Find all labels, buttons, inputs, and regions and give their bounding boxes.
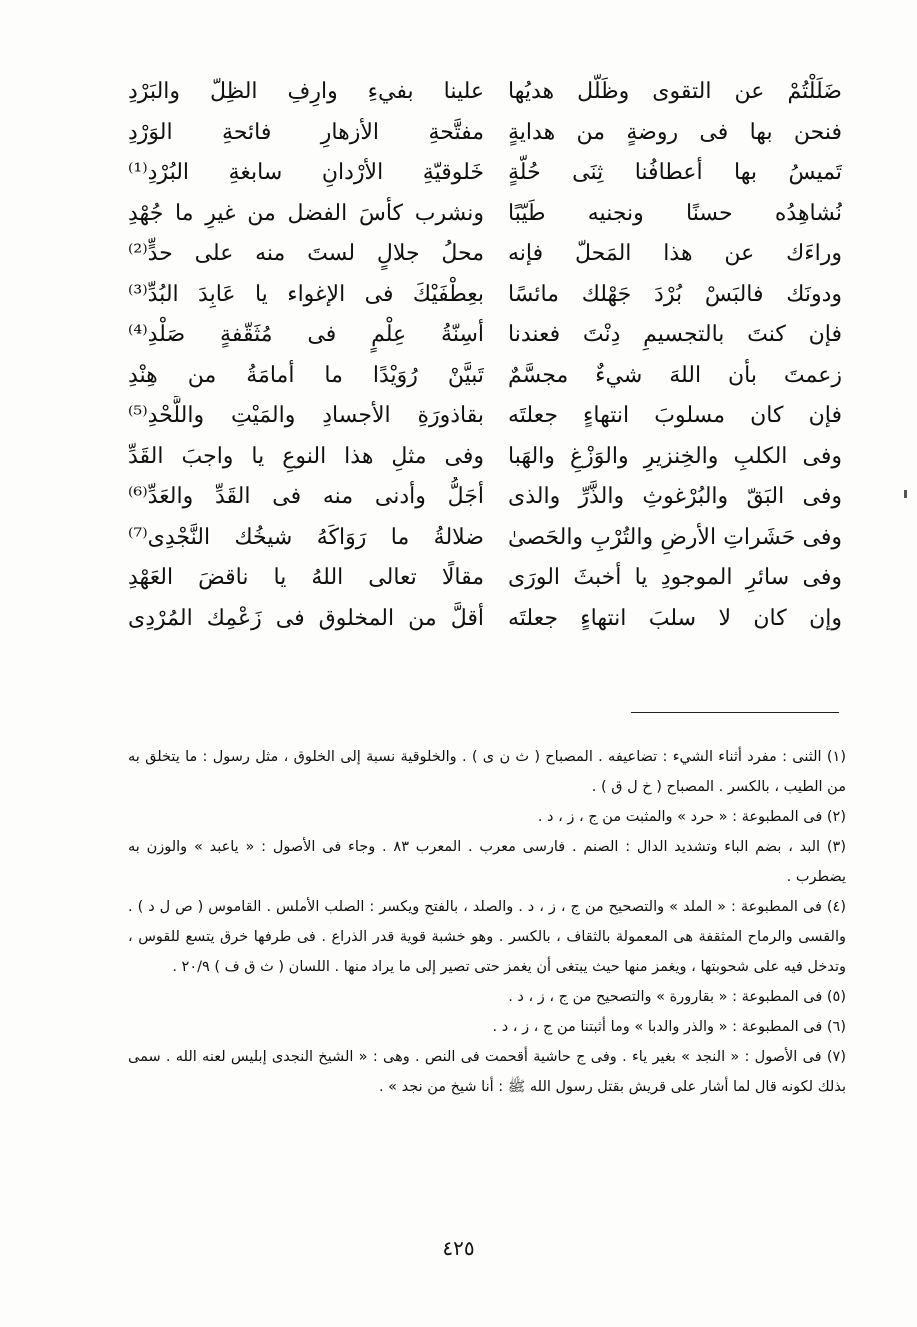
first-hemistich: نُشاهِدُه حسنًا ونجنيه طَيّبًا xyxy=(508,200,842,226)
first-hemistich: وفى سائرِ الموجودِ يا أخبثَ الورَى xyxy=(508,565,842,590)
poem xyxy=(128,72,842,639)
first-hemistich: فإن كنتَ بالتجسيمِ دِنْتَ فعندنا xyxy=(508,322,842,347)
footnote: (٥) فى المطبوعة : « بقارورة » والتصحيح من ج ، ز ، د . xyxy=(508,989,846,1005)
first-hemistich: وراءَك عن هذا المَحلّ فإنه xyxy=(508,241,842,266)
first-hemistich: وفى البَقّ والبُرْغوثِ والذَّرِّ والذى xyxy=(508,484,842,509)
footnote: (٦) فى المطبوعة : « والذر والدبا » وما أثبتنا من ج ، ز ، د . xyxy=(492,1019,846,1035)
second-hemistich: ضلالةُ ما رَوَاكَهُ شيخُك النَّجْدِى⁽⁷⁾ xyxy=(128,524,484,550)
first-hemistich: زعمتَ بأن اللهَ شيءٌ مجسَّمٌ xyxy=(508,362,842,388)
scan-mark xyxy=(904,490,907,498)
second-hemistich: محلُ جلالٍ لستَ منه على حدٍّ⁽²⁾ xyxy=(128,241,484,266)
second-hemistich: تَبيَّنْ رُوَيْدًا ما أمامَةُ من هِنْدِ xyxy=(128,362,484,388)
first-hemistich: تَميسُ بها أعطافُنا ثِنَى حُلّةٍ xyxy=(508,160,842,185)
footnote: (٤) فى المطبوعة : « الملد » والتصحيح من ج ، ز ، د . والصلد ، بالفتح ويكسر : الصلب الأملس . القاموس ( ص ل د ) . والقسى والرماح المثقفة هى المعمولة بالثقاف ، بالكسر . وهو خشبة قوية قدر الذراع . فى طرفها خرق يتسع للقوس ، وتدخل فيه على شحوبتها ، ويغمز منها حيث يبتغى أن يغمز حتى تصير إلى ما يراد منها . اللسان ( ث ق ف ) ٢٠/٩ . xyxy=(128,899,846,975)
second-hemistich: أقلَّ من المخلوق فى زَعْمِك المُرْدِى xyxy=(128,605,484,631)
first-hemistich: وفى الكلبِ والخِنزيرِ والوَزْغِ والهَبا xyxy=(508,443,842,469)
verse xyxy=(128,477,842,518)
first-hemistich: وإن كان لا سلبَ انتهاءٍ جعلتَه xyxy=(508,605,842,631)
footnote-separator xyxy=(631,712,839,713)
second-hemistich: مفتَّحةِ الأزهارِ فائحةِ الوَرْدِ xyxy=(128,119,484,145)
footnote: (١) الثنى : مفرد أثناء الشيء : تضاعيفه . المصباح ( ث ن ى ) . والخلوقية نسبة إلى الخلوق ، مثل رسول : ما يتخلق به من الطيب ، بالكسر . المصباح ( خ ل ق ) . xyxy=(128,749,846,795)
first-hemistich: ودونَك فالبَسْ بُرْدَ جَهْلك مائسًا xyxy=(508,281,842,307)
verse xyxy=(128,72,842,113)
verse xyxy=(128,599,842,640)
page-number: ٤٢٥ xyxy=(442,1236,475,1260)
footnote: (٧) فى الأصول : « النجد » بغير ياء . وفى ج حاشية أقحمت فى النص . وهى : « الشيخ النجدى إبليس لعنه الله . سمى بذلك لكونه قال لما أشار على قريش بقتل رسول الله ﷺ : أنا شيخ من نجد » . xyxy=(128,1049,846,1095)
second-hemistich: وفى مثلِ هذا النوعِ يا واجبَ القَدِّ xyxy=(128,443,484,469)
second-hemistich: علينا بفيءِ وارِفِ الظِلّ والبَرْدِ xyxy=(128,79,484,104)
verse xyxy=(128,315,842,356)
first-hemistich: فإن كان مسلوبَ انتهاءٍ جعلتَه xyxy=(508,403,842,428)
footnotes xyxy=(128,742,846,1102)
second-hemistich: أجَلُّ وأدنى منه فى القَدِّ والعَدِّ⁽⁶⁾ xyxy=(128,484,484,509)
verse xyxy=(128,153,842,194)
verse xyxy=(128,194,842,235)
first-hemistich: ضَلَلْتُمْ عن التقوى وظَلّل هديُها xyxy=(508,79,842,104)
verse xyxy=(128,234,842,275)
second-hemistich: بعِطْفَيْكَ فى الإغواء يا عَابِدَ البُدِّ⁽³⁾ xyxy=(128,281,484,307)
second-hemistich: ونشرب كأسَ الفضل من غيرِ ما جُهْدِ xyxy=(128,200,484,226)
second-hemistich: بقاذورَةِ الأجسادِ والمَيْتِ واللَّحْدِ⁽⁵⁾ xyxy=(128,403,484,428)
verse xyxy=(128,275,842,316)
first-hemistich: وفى حَشَراتِ الأرضِ والتُرْبِ والحَصىٰ xyxy=(508,524,842,550)
second-hemistich: أسِنّةُ عِلْمٍ فى مُثَقّفةٍ صَلْدِ⁽⁴⁾ xyxy=(128,322,484,347)
verse xyxy=(128,518,842,559)
verse xyxy=(128,356,842,397)
verse xyxy=(128,558,842,599)
verse xyxy=(128,396,842,437)
footnote: (٢) فى المطبوعة : « حرد » والمثبت من ج ، ز ، د . xyxy=(537,809,846,825)
verse xyxy=(128,113,842,154)
first-hemistich: فنحن بها فى روضةٍ من هدايةٍ xyxy=(508,119,842,145)
second-hemistich: خَلوقيّةِ الأرْدانِ سابغةِ البُرْدِ⁽¹⁾ xyxy=(128,160,484,185)
verse xyxy=(128,437,842,478)
footnote: (٣) البد ، بضم الباء وتشديد الدال : الصنم . فارسى معرب . المعرب ٨٣ . وجاء فى الأصول : « ياعبد » والوزن به يضطرب . xyxy=(128,839,846,885)
second-hemistich: مقالًا تعالى اللهُ يا ناقضَ العَهْدِ xyxy=(128,565,484,590)
